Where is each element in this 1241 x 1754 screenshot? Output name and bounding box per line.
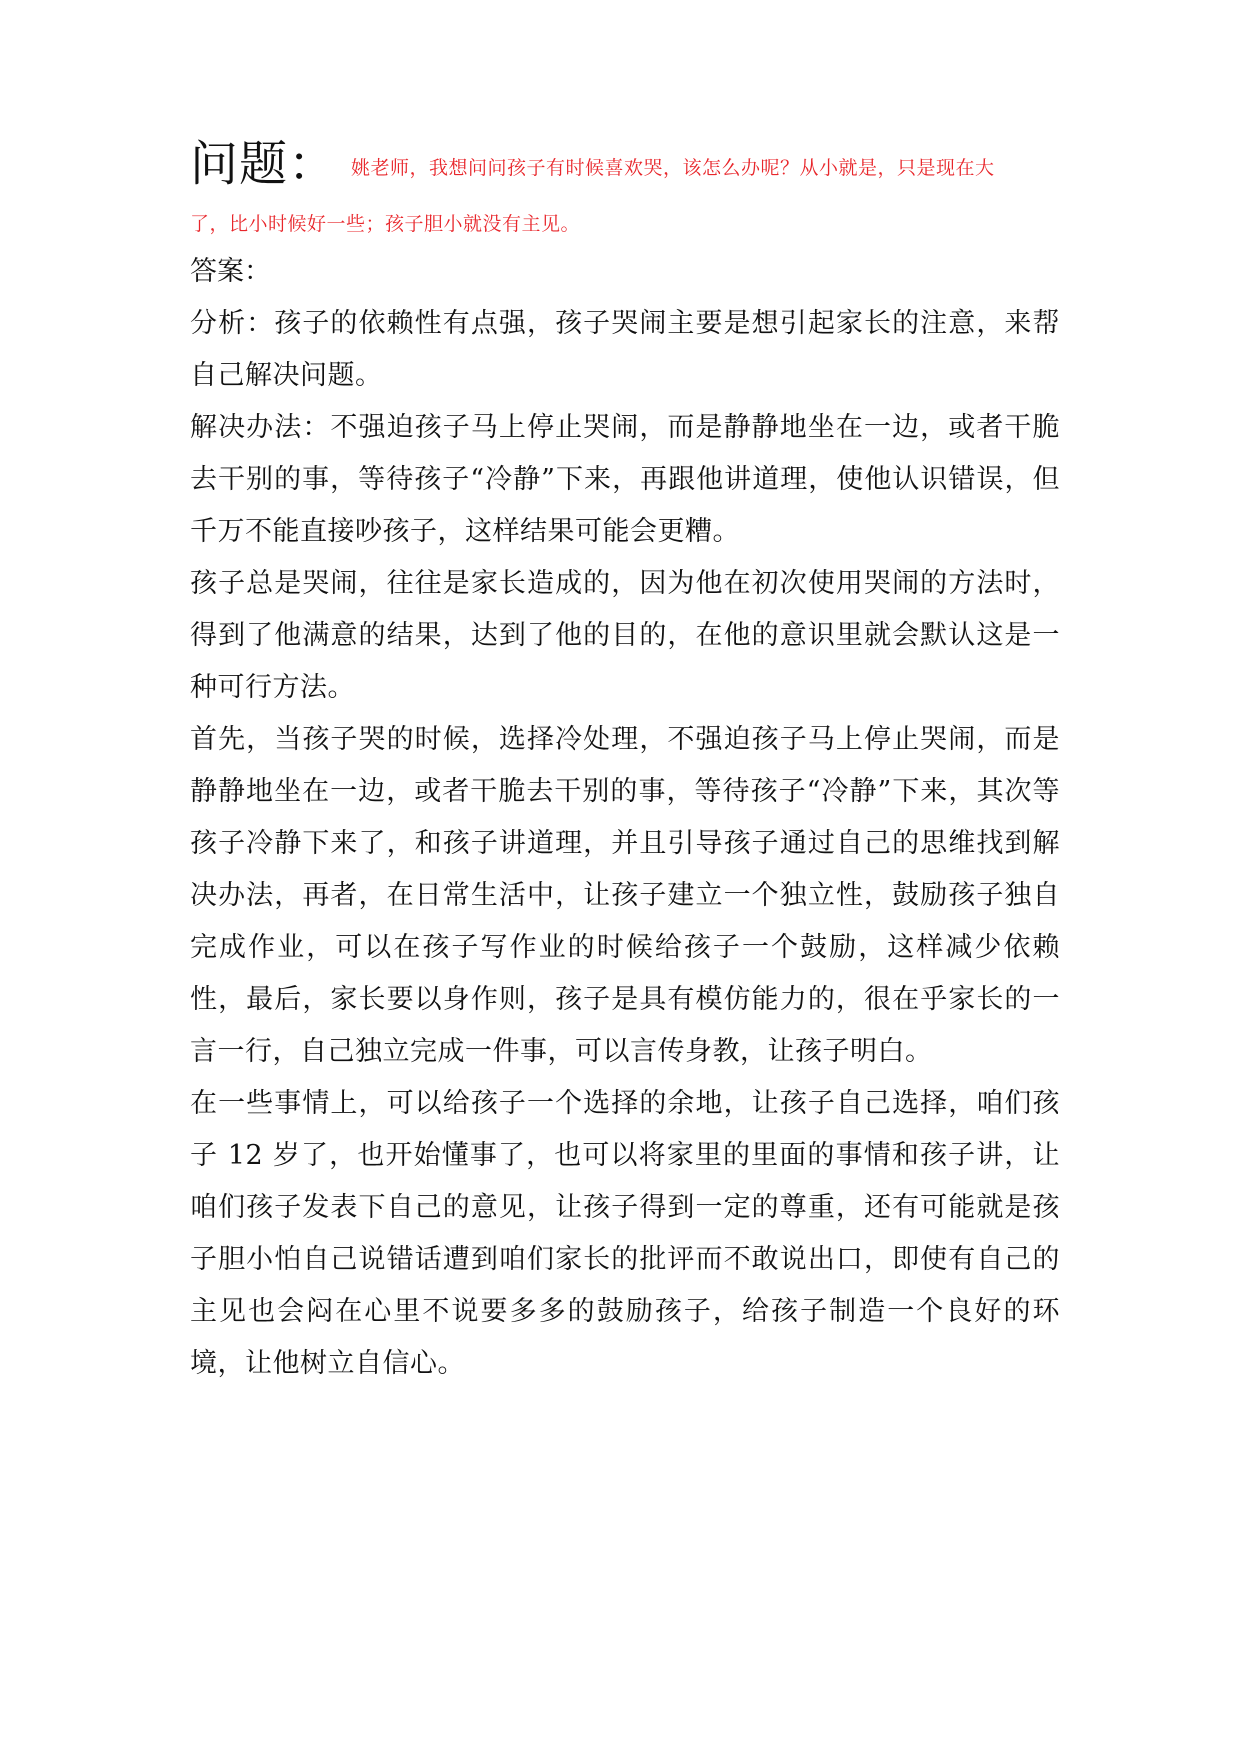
answer-label: 答案：	[190, 256, 271, 287]
answer-paragraph-solution: 解决办法：不强迫孩子马上停止哭闹，而是静静地坐在一边，或者干脆去干别的事，等待孩子“冷静”下来，再跟他讲道理，使他认识错误，但千万不能直接吵孩子，这样结果可能会更糟。	[190, 412, 1060, 547]
question-text-line1: 姚老师，我想问问孩子有时候喜欢哭，该怎么办呢？从小就是，只是现在大	[351, 157, 995, 179]
question-line	[190, 136, 1060, 192]
answer-paragraph-steps: 首先，当孩子哭的时候，选择冷处理，不强迫孩子马上停止哭闹，而是静静地坐在一边，或者干脆去干别的事，等待孩子“冷静”下来，其次等孩子冷静下来了，和孩子讲道理，并且引导孩子通过自己的思维找到解决办法，再者，在日常生活中，让孩子建立一个独立性，鼓励孩子独自完成作业，可以在孩子写作业的时候给孩子一个鼓励，这样减少依赖性，最后，家长要以身作则，孩子是具有模仿能力的，很在乎家长的一言一行，自己独立完成一件事，可以言传身教，让孩子明白。	[190, 724, 1060, 1067]
answer-paragraph-choice: 在一些事情上，可以给孩子一个选择的余地，让孩子自己选择，咱们孩子 12 岁了，也开始懂事了，也可以将家里的里面的事情和孩子讲，让咱们孩子发表下自己的意见，让孩子得到一定的尊重，还有可能就是孩子胆小怕自己说错话遭到咱们家长的批评而不敢说出口，即使有自己的主见也会闷在心里不说要多多的鼓励孩子，给孩子制造一个良好的环境，让他树立自信心。	[190, 1088, 1060, 1379]
question-block	[190, 136, 1060, 238]
answer-paragraph-cause: 孩子总是哭闹，往往是家长造成的，因为他在初次使用哭闹的方法时，得到了他满意的结果，达到了他的目的，在他的意识里就会默认这是一种可行方法。	[190, 568, 1060, 703]
answer-paragraph-analysis: 分析：孩子的依赖性有点强，孩子哭闹主要是想引起家长的注意，来帮自己解决问题。	[190, 308, 1060, 391]
question-text-line2: 了，比小时候好一些；孩子胆小就没有主见。	[190, 213, 581, 235]
question-label: 问题：	[190, 136, 338, 192]
document-content	[190, 136, 1060, 1390]
